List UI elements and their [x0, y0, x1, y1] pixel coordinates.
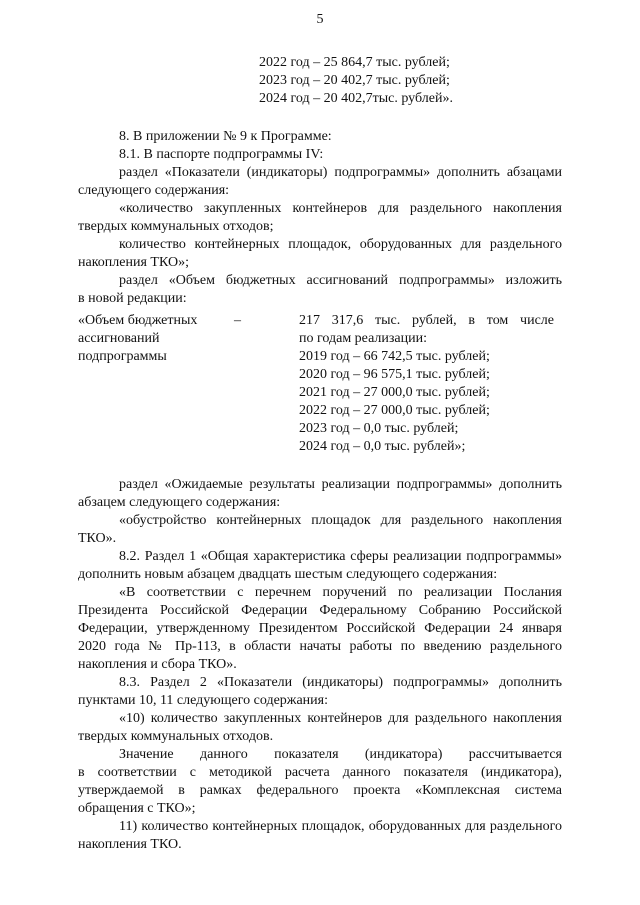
p82-quote-line1: «В соответствии с перечнем поручений по реализации Послания — [119, 585, 562, 600]
p81-d-line2: в новой редакции: — [78, 291, 187, 306]
table-left-line1: «Объем бюджетных — [78, 313, 198, 328]
table-year-2021: 2021 год – 27 000,0 тыс. рублей; — [299, 385, 490, 400]
table-year-2019: 2019 год – 66 742,5 тыс. рублей; — [299, 349, 490, 364]
table-year-2020: 2020 год – 96 575,1 тыс. рублей; — [299, 367, 490, 382]
table-right-line1: 217 317,6 тыс. рублей, в том числе — [299, 313, 554, 328]
p82-quote-line5: накопления и сбора ТКО». — [78, 657, 237, 672]
p81-e-line2: абзацем следующего содержания: — [78, 495, 281, 510]
paragraph-8: 8. В приложении № 9 к Программе: — [119, 129, 332, 144]
p83-value-line1: Значение данного показателя (индикатора) рассчитывается — [119, 747, 562, 762]
table-left-line3: подпрограммы — [78, 349, 167, 364]
p82-line2: дополнить новым абзацем двадцать шестым следующего содержания: — [78, 567, 498, 582]
p83-value-line2: в соответствии с методикой расчета данного показателя (индикатора), — [78, 765, 562, 780]
intro-year-2023: 2023 год – 20 402,7 тыс. рублей; — [259, 73, 450, 88]
p83-value-line3: утверждаемой в рамках федерального проекта «Комплексная система — [78, 783, 562, 798]
p81-b-line2: твердых коммунальных отходов; — [78, 219, 274, 234]
p83-line2: пунктами 10, 11 следующего содержания: — [78, 693, 328, 708]
paragraph-8-1: 8.1. В паспорте подпрограммы IV: — [119, 147, 324, 162]
table-year-2023: 2023 год – 0,0 тыс. рублей; — [299, 421, 459, 436]
p81-c-line1: количество контейнерных площадок, оборудованных для раздельного — [119, 237, 562, 252]
intro-year-2024: 2024 год – 20 402,7тыс. рублей». — [259, 91, 453, 106]
table-year-2024: 2024 год – 0,0 тыс. рублей»; — [299, 439, 466, 454]
p81-a-line2: следующего содержания: — [78, 183, 230, 198]
p83-item11-line1: 11) количество контейнерных площадок, оборудованных для раздельного — [119, 819, 562, 834]
p81-f-line2: ТКО». — [78, 531, 117, 546]
p82-quote-line2: Президента Российской Федерации Федеральному Собранию Российской — [78, 603, 562, 618]
p83-item10-line2: твердых коммунальных отходов. — [78, 729, 274, 744]
p82-quote-line4: 2020 года № Пр-113, в области начаты работы по введению раздельного — [78, 639, 562, 654]
p83-item10-line1: «10) количество закупленных контейнеров для раздельного накопления — [119, 711, 562, 726]
p83-value-line4: обращения с ТКО»; — [78, 801, 196, 816]
table-year-2022: 2022 год – 27 000,0 тыс. рублей; — [299, 403, 490, 418]
p81-c-line2: накопления ТКО»; — [78, 255, 189, 270]
p83-item11-line2: накопления ТКО. — [78, 837, 182, 852]
page-number: 5 — [316, 12, 324, 27]
p83-line1: 8.3. Раздел 2 «Показатели (индикаторы) подпрограммы» дополнить — [119, 675, 562, 690]
table-right-line2: по годам реализации: — [299, 331, 427, 346]
p81-a-line1: раздел «Показатели (индикаторы) подпрограммы» дополнить абзацами — [119, 165, 562, 180]
intro-year-2022: 2022 год – 25 864,7 тыс. рублей; — [259, 55, 450, 70]
table-left-line2: ассигнований — [78, 331, 160, 346]
p81-b-line1: «количество закупленных контейнеров для раздельного накопления — [119, 201, 562, 216]
table-dash: – — [234, 313, 241, 328]
p81-d-line1: раздел «Объем бюджетных ассигнований подпрограммы» изложить — [119, 273, 562, 288]
p81-f-line1: «обустройство контейнерных площадок для раздельного накопления — [119, 513, 562, 528]
p81-e-line1: раздел «Ожидаемые результаты реализации подпрограммы» дополнить — [119, 477, 562, 492]
p82-line1: 8.2. Раздел 1 «Общая характеристика сферы реализации подпрограммы» — [119, 549, 562, 564]
p82-quote-line3: Федерации, утвержденному Президентом Российской Федерации 24 января — [78, 621, 562, 636]
